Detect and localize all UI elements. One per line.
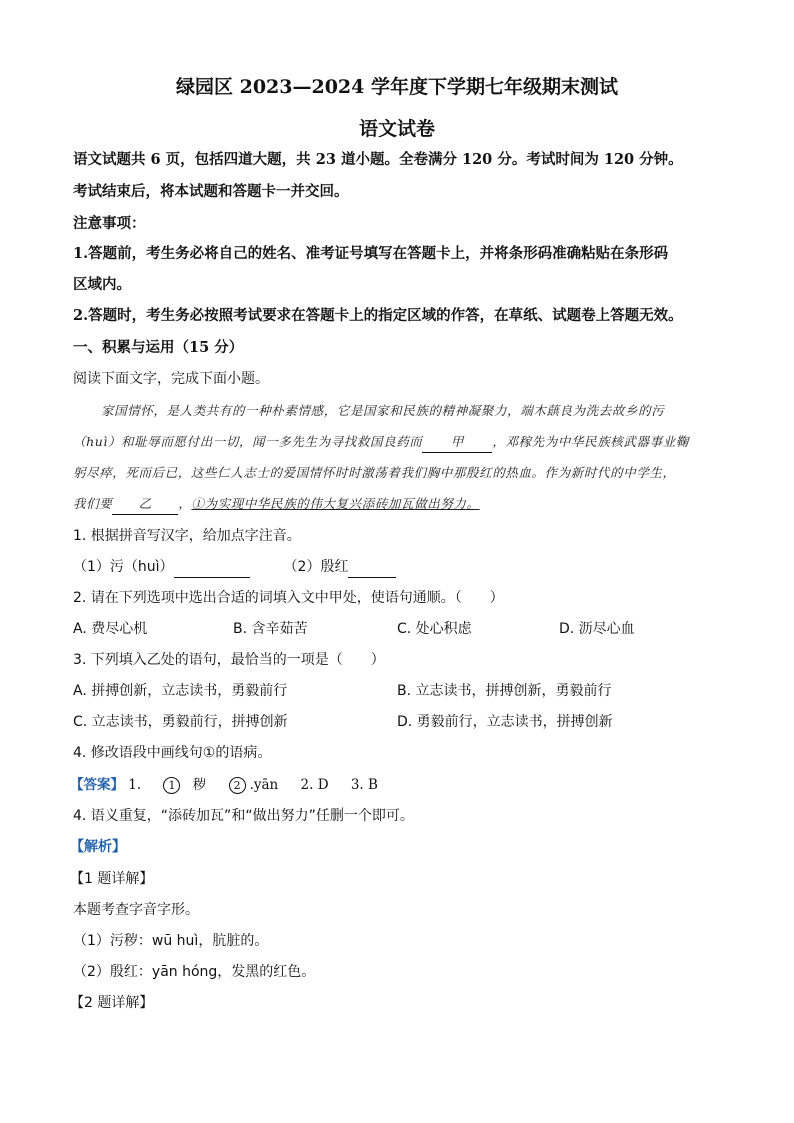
q2-option-c: C. 处心积虑 xyxy=(397,621,472,637)
passage-line-4a: 我们要 xyxy=(73,496,113,511)
passage-line-4b: ， xyxy=(178,496,192,511)
blank-q1b xyxy=(348,557,396,578)
passage-line-2b: ，邓稼先为中华民族核武器事业鞠 xyxy=(492,434,689,449)
analysis-label: 【解析】 xyxy=(70,839,126,855)
passage-line-2a: （huì）和耻辱而愿付出一切，闻一多先生为寻找救国良药而 xyxy=(73,434,423,449)
q2-option-a: A. 费尽心机 xyxy=(73,621,148,637)
notice-1b: 区域内。 xyxy=(73,276,131,293)
notice-1a: 1.答题前，考生务必将自己的姓名、准考证号填写在答题卡上，并将条形码准确粘贴在条形码 xyxy=(73,245,669,262)
question-1-items xyxy=(73,557,396,578)
detail-1-item-2: （2）殷红：yān hóng，发黑的红色。 xyxy=(73,964,316,980)
question-2: 2. 请在下列选项中选出合适的词填入文中甲处，使语句通顺。（ ） xyxy=(73,590,504,606)
detail-1-heading: 【1 题详解】 xyxy=(70,871,154,887)
notice-2: 2.答题时，考生务必按照考试要求在答题卡上的指定区域的作答，在草纸、试题卷上答题无效。 xyxy=(73,307,683,324)
circled-1: 1 xyxy=(163,777,180,794)
answer-2: 2. D xyxy=(300,777,329,793)
detail-1-item-1: （1）污秽：wū huì，肮脏的。 xyxy=(73,933,269,949)
intro-line-1: 语文试题共 6 页，包括四道大题，共 23 道小题。全卷满分 120 分。考试时间为 120 分钟。 xyxy=(73,151,683,168)
question-1b: （2）殷红 xyxy=(283,559,349,575)
answer-1-1: 秽 xyxy=(192,777,207,793)
blank-jia: 甲 xyxy=(422,432,492,453)
passage-line-3: 躬尽瘁，死而后已，这些仁人志士的爱国情怀时时激荡着我们胸中那殷红的热血。作为新时代的中学生， xyxy=(73,465,676,480)
section-1-title: 一、积累与运用（15 分） xyxy=(73,339,244,356)
answer-1-2: .yān xyxy=(249,777,279,793)
answer-1-number: 1. xyxy=(128,777,142,793)
question-1: 1. 根据拼音写汉字，给加点字注音。 xyxy=(73,528,301,544)
exam-title: 绿园区 2023—2024 学年度下学期七年级期末测试 xyxy=(176,76,618,98)
section-1-instruction: 阅读下面文字，完成下面小题。 xyxy=(73,371,269,387)
passage-line-4 xyxy=(73,494,480,515)
question-3: 3. 下列填入乙处的语句，最恰当的一项是（ ） xyxy=(73,652,385,668)
detail-2-heading: 【2 题详解】 xyxy=(70,995,154,1011)
passage-line-2 xyxy=(73,432,689,453)
answer-label: 【答案】 xyxy=(70,777,124,793)
q3-option-a: A. 拼搏创新，立志读书，勇毅前行 xyxy=(73,683,288,699)
q3-option-b: B. 立志读书，拼搏创新，勇毅前行 xyxy=(397,683,612,699)
blank-yi: 乙 xyxy=(112,494,178,515)
notice-title: 注意事项： xyxy=(73,215,146,232)
circled-2: 2 xyxy=(229,777,246,794)
q3-option-c: C. 立志读书，勇毅前行，拼搏创新 xyxy=(73,714,288,730)
intro-line-2: 考试结束后，将本试题和答题卡一并交回。 xyxy=(73,183,349,200)
answer-4: 4. 语义重复，“添砖加瓦”和“做出努力”任删一个即可。 xyxy=(73,808,414,824)
q2-option-d: D. 沥尽心血 xyxy=(559,621,635,637)
q3-option-d: D. 勇毅前行，立志读书，拼搏创新 xyxy=(397,714,613,730)
q2-option-b: B. 含辛茹苦 xyxy=(233,621,308,637)
answer-3: 3. B xyxy=(350,777,378,793)
underlined-sentence-1: ①为实现中华民族的伟大复兴添砖加瓦做出努力。 xyxy=(191,496,480,511)
answer-line xyxy=(70,775,378,795)
detail-1-text: 本题考查字音字形。 xyxy=(73,902,199,918)
blank-q1a xyxy=(174,557,250,578)
passage-line-1: 家国情怀，是人类共有的一种朴素情感，它是国家和民族的精神凝聚力，端木蕻良为洗去故乡的污 xyxy=(101,403,665,418)
question-1a: （1）污（huì） xyxy=(73,559,174,575)
question-4: 4. 修改语段中画线句①的语病。 xyxy=(73,745,272,761)
exam-subtitle: 语文试卷 xyxy=(358,118,435,140)
